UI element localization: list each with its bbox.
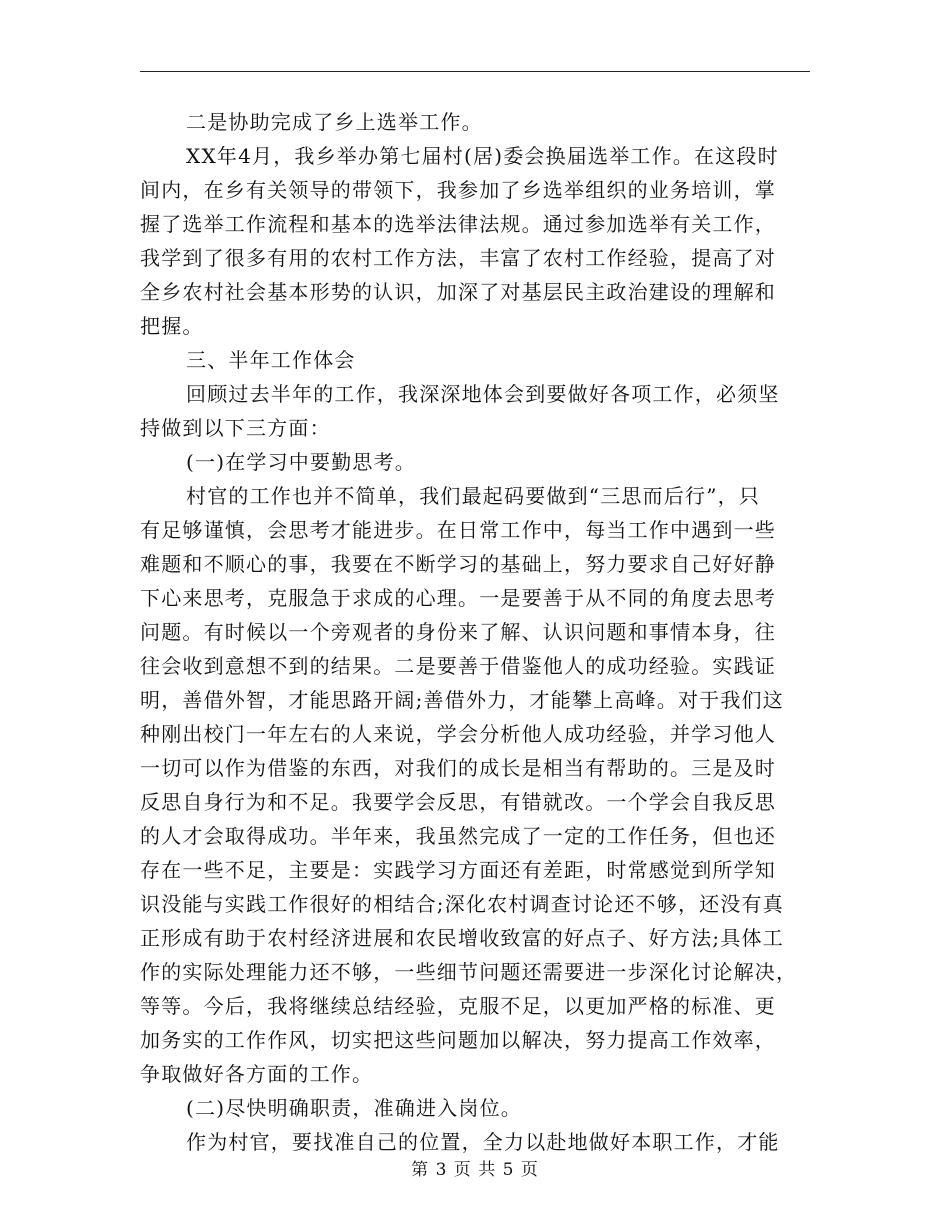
text-line: 村官的工作也并不简单，我们最起码要做到“三思而后行”，只 xyxy=(186,484,761,508)
text-line: 一切可以作为借鉴的东西，对我们的成长是相当有帮助的。三是及时 xyxy=(140,756,776,780)
page-footer: 第 3 页 共 5 页 xyxy=(411,1160,539,1180)
text-line: 反思自身行为和不足。我要学会反思，有错就改。一个学会自我反思 xyxy=(140,790,776,814)
text-line: 间内，在乡有关领导的带领下，我参加了乡选举组织的业务培训，掌 xyxy=(140,178,776,202)
text-line: 往会收到意想不到的结果。二是要善于借鉴他人的成功经验。实践证 xyxy=(140,654,776,678)
text-line: 存在一些不足，主要是：实践学习方面还有差距，时常感觉到所学知 xyxy=(140,858,776,882)
text-line: 持做到以下三方面： xyxy=(140,416,331,440)
text-line: 难题和不顺心的事，我要在不断学习的基础上，努力要求自己好好静 xyxy=(140,552,776,576)
text-line: 把握。 xyxy=(140,314,204,338)
text-line: 的人才会取得成功。半年来，我虽然完成了一定的工作任务，但也还 xyxy=(140,824,776,848)
text-line: 全乡农村社会基本形势的认识，加深了对基层民主政治建设的理解和 xyxy=(140,280,776,304)
text-line: XX年4月，我乡举办第七届村(居)委会换届选举工作。在这段时 xyxy=(186,144,779,168)
text-line: 明，善借外智，才能思路开阔;善借外力，才能攀上高峰。对于我们这 xyxy=(140,688,784,712)
text-line: 加务实的工作作风，切实把这些问题加以解决，努力提高工作效率， xyxy=(140,1028,776,1052)
text-line: 等等。今后，我将继续总结经验，克服不足，以更加严格的标准、更 xyxy=(140,994,776,1018)
text-line: 正形成有助于农村经济进展和农民增收致富的好点子、好方法;具体工 xyxy=(140,926,784,950)
text-line: 问题。有时候以一个旁观者的身份来了解、认识问题和事情本身，往 xyxy=(140,620,776,644)
text-line: 争取做好各方面的工作。 xyxy=(140,1062,374,1086)
text-line: (一)在学习中要勤思考。 xyxy=(186,450,417,474)
header-rule xyxy=(140,71,810,72)
text-line: 作为村官，要找准自己的位置，全力以赴地做好本职工作，才能 xyxy=(186,1130,780,1154)
text-line: 作的实际处理能力还不够，一些细节问题还需要进一步深化讨论解决， xyxy=(140,960,798,984)
text-line: 下心来思考，克服急于求成的心理。一是要善于从不同的角度去思考 xyxy=(140,586,776,610)
text-line: 三、半年工作体会 xyxy=(186,348,356,372)
text-line: 有足够谨慎，会思考才能进步。在日常工作中，每当工作中遇到一些 xyxy=(140,518,776,542)
text-line: 种刚出校门一年左右的人来说，学会分析他人成功经验，并学习他人 xyxy=(140,722,776,746)
text-line: 回顾过去半年的工作，我深深地体会到要做好各项工作，必须坚 xyxy=(186,382,780,406)
text-line: 识没能与实践工作很好的相结合;深化农村调查讨论还不够，还没有真 xyxy=(140,892,784,916)
document-body xyxy=(140,105,800,1159)
text-line: 握了选举工作流程和基本的选举法律法规。通过参加选举有关工作， xyxy=(140,212,776,236)
text-line: 我学到了很多有用的农村工作方法，丰富了农村工作经验，提高了对 xyxy=(140,246,776,270)
text-line: 二是协助完成了乡上选举工作。 xyxy=(186,110,483,134)
text-line: (二)尽快明确职责，准确进入岗位。 xyxy=(186,1096,523,1120)
